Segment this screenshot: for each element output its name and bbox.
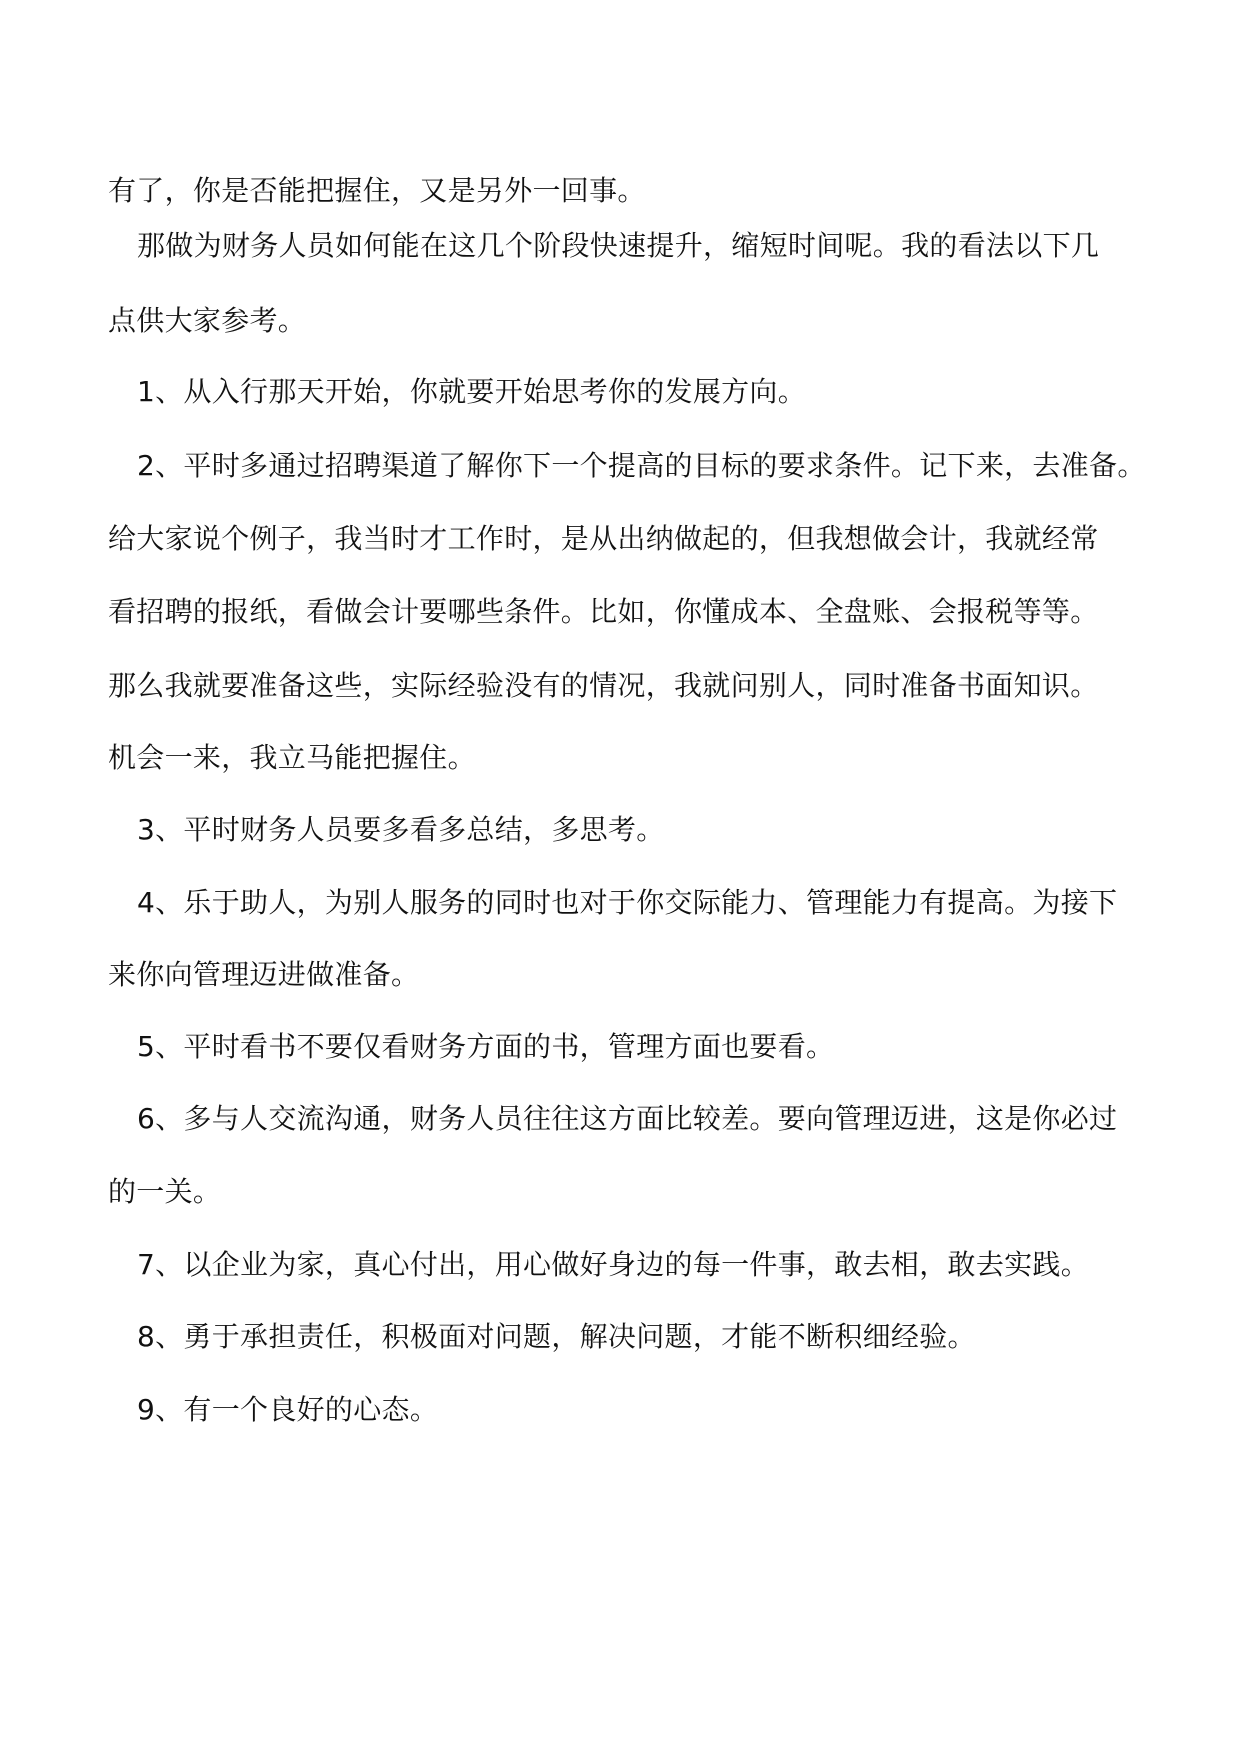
list-item-1: 1、从入行那天开始，你就要开始思考你的发展方向。 — [137, 375, 807, 408]
list-item-6: 6、多与人交流沟通，财务人员往往这方面比较差。要向管理迈进，这是你必过 — [137, 1102, 1118, 1135]
text-line: 有了，你是否能把握住，又是另外一回事。 — [108, 174, 646, 207]
list-item-7: 7、以企业为家，真心付出，用心做好身边的每一件事，敢去相，敢去实践。 — [137, 1248, 1090, 1281]
list-item-4: 4、乐于助人，为别人服务的同时也对于你交际能力、管理能力有提高。为接下 — [137, 886, 1118, 919]
text-line: 看招聘的报纸，看做会计要哪些条件。比如，你懂成本、全盘账、会报税等等。 — [108, 595, 1099, 628]
list-item-9: 9、有一个良好的心态。 — [137, 1393, 439, 1426]
paragraph-first-line: 那做为财务人员如何能在这几个阶段快速提升，缩短时间呢。我的看法以下几 — [137, 229, 1100, 262]
list-item-2: 2、平时多通过招聘渠道了解你下一个提高的目标的要求条件。记下来，去准备。 — [137, 449, 1146, 482]
text-line: 那么我就要准备这些，实际经验没有的情况，我就问别人，同时准备书面知识。 — [108, 669, 1099, 702]
list-item-5: 5、平时看书不要仅看财务方面的书，管理方面也要看。 — [137, 1030, 835, 1063]
text-line: 机会一来，我立马能把握住。 — [108, 741, 476, 774]
text-line: 的一关。 — [108, 1175, 222, 1208]
text-line: 给大家说个例子，我当时才工作时，是从出纳做起的，但我想做会计，我就经常 — [108, 522, 1099, 555]
list-item-8: 8、勇于承担责任，积极面对问题，解决问题，才能不断积细经验。 — [137, 1320, 976, 1353]
list-item-3: 3、平时财务人员要多看多总结，多思考。 — [137, 813, 665, 846]
text-line: 点供大家参考。 — [108, 304, 307, 337]
text-line: 来你向管理迈进做准备。 — [108, 958, 420, 991]
